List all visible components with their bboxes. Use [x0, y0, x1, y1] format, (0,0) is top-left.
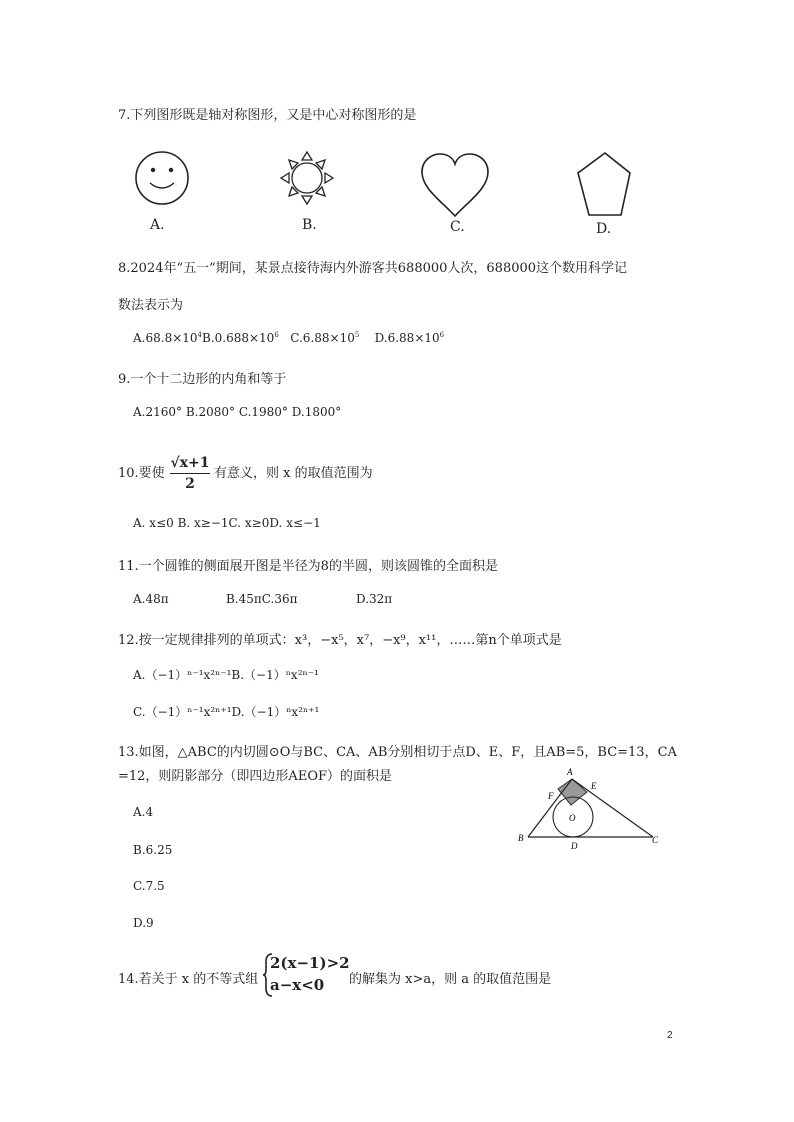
q14-ineq-1: 2(x−1)>2 — [270, 954, 350, 972]
q13-option-c[interactable]: C.7.5 — [133, 879, 165, 893]
q7-option-d[interactable]: D. — [596, 221, 612, 237]
q10-options[interactable]: A. x≤0 B. x≥−1C. x≥0D. x≤−1 — [133, 516, 321, 530]
page-number: 2 — [667, 1030, 673, 1041]
q7-option-a[interactable]: A. — [150, 217, 165, 233]
q13-triangle-figure — [515, 765, 675, 855]
q9-options[interactable]: A.2160° B.2080° C.1980° D.1800° — [133, 405, 342, 419]
q13-stem-line2: =12，则阴影部分（即四边形AEOF）的面积是 — [118, 769, 392, 784]
q13-stem-line1: 13.如图，△ABC的内切圆⊙O与BC、CA、AB分别相切于点D、E、F，且AB=5，BC=13，CA — [118, 745, 677, 760]
pentagon-icon — [578, 153, 630, 215]
label-f: F — [548, 791, 554, 801]
q14-stem-post: 的解集为 x>a，则 a 的取值范围是 — [349, 972, 552, 987]
q8-stem-line1: 8.2024年“五一”期间，某景点接待海内外游客共688000人次，688000这个数用科学记 — [118, 261, 628, 276]
label-c: C — [652, 835, 659, 845]
q7-stem: 7.下列图形既是轴对称图形，又是中心对称图形的是 — [118, 108, 417, 123]
q10-stem-pre: 10.要使 — [118, 466, 165, 481]
q8-option-c[interactable]: $C.6.88\times 10^5$ — [290, 331, 360, 345]
q10-denominator: 2 — [185, 476, 195, 492]
q12-options-cd[interactable]: C.（−1）ⁿ⁻¹x²ⁿ⁺¹D.（−1）ⁿx²ⁿ⁺¹ — [133, 705, 320, 719]
q10-stem-post: 有意义，则 x 的取值范围为 — [214, 466, 373, 481]
q13-option-a[interactable]: A.4 — [133, 805, 154, 819]
label-d: D — [571, 841, 578, 851]
q8-options — [133, 331, 444, 345]
q9-stem: 9.一个十二边形的内角和等于 — [118, 372, 287, 387]
label-o: O — [569, 813, 576, 823]
q11-option-d[interactable]: D.32π — [356, 592, 393, 606]
q13-option-b[interactable]: B.6.25 — [133, 843, 173, 857]
q14-stem-pre: 14.若关于 x 的不等式组 — [118, 972, 259, 987]
q10-fraction — [170, 455, 210, 492]
q12-stem: 12.按一定规律排列的单项式：x³，−x⁵，x⁷，−x⁹，x¹¹，……第n个单项式是 — [118, 633, 562, 648]
q8-option-d[interactable]: $D.6.88\times 10^6$ — [374, 331, 445, 345]
q8-option-b[interactable]: $B.0.688\times 10^6$ — [202, 331, 279, 345]
q10-numerator: √x+1 — [170, 455, 210, 474]
label-b: B — [518, 833, 524, 843]
q13-option-d[interactable]: D.9 — [133, 916, 154, 930]
q8-stem-line2: 数法表示为 — [118, 298, 184, 313]
q12-options-ab[interactable]: A.（−1）ⁿ⁻¹x²ⁿ⁻¹B.（−1）ⁿx²ⁿ⁻¹ — [133, 668, 319, 682]
q14-inequality-system — [270, 952, 350, 996]
q7-option-c[interactable]: C. — [450, 219, 465, 235]
q8-option-a[interactable]: $A.68.8\times 10^4$ — [133, 331, 202, 345]
q11-option-bc[interactable]: B.45πC.36π — [226, 592, 298, 606]
sun-icon — [281, 152, 333, 204]
smiley-face-icon — [136, 152, 188, 204]
q11-stem: 11.一个圆锥的侧面展开图是半径为8的半圆，则该圆锥的全面积是 — [118, 559, 498, 574]
q14-ineq-2: a−x<0 — [270, 976, 325, 994]
q11-option-a[interactable]: A.48π — [133, 592, 169, 606]
q7-option-b[interactable]: B. — [302, 217, 317, 233]
heart-icon — [422, 154, 488, 216]
label-e: E — [591, 781, 597, 791]
label-a: A — [567, 767, 573, 777]
